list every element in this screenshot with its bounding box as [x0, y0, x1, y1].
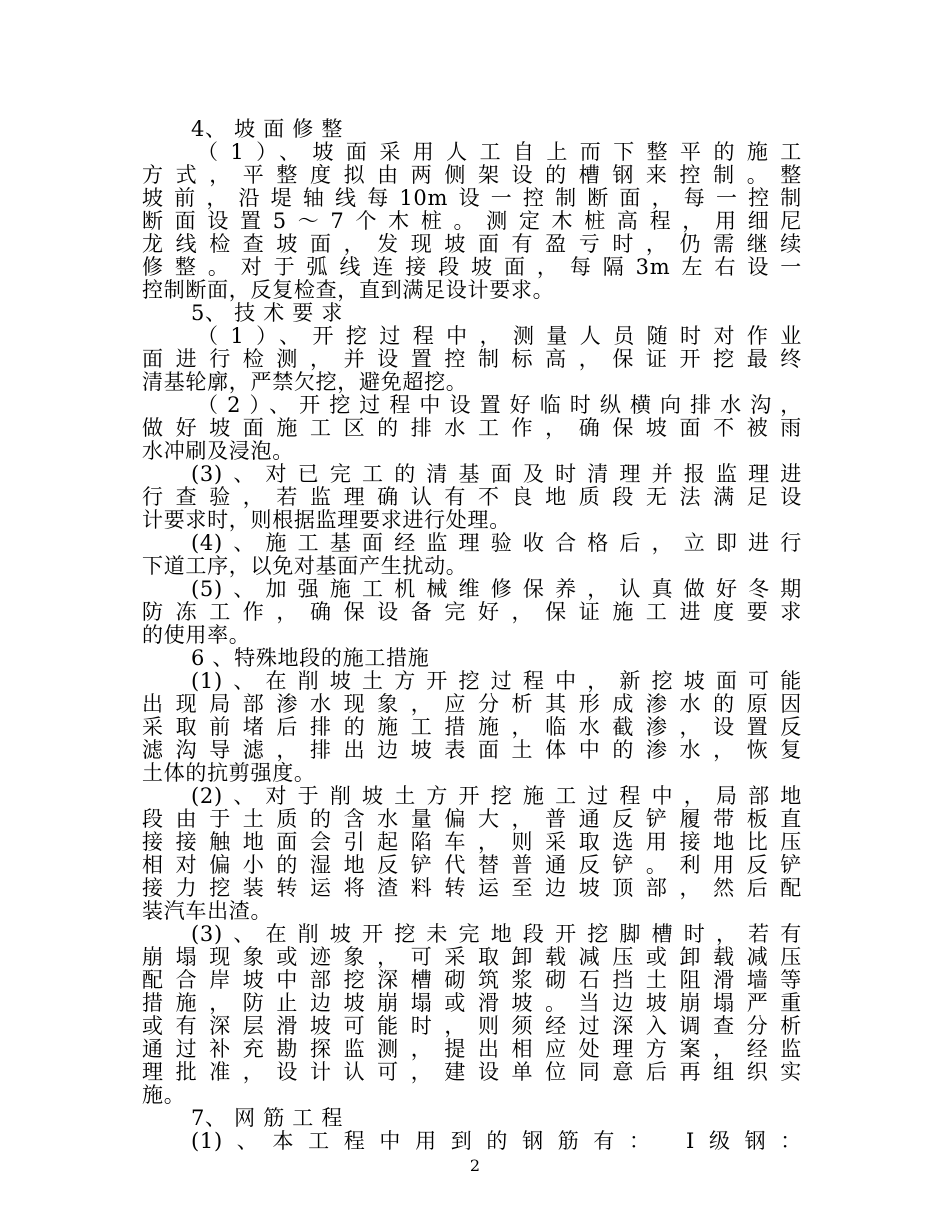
text-line: 或有深层滑坡可能时，则须经过深入调查分析 [142, 1014, 802, 1038]
text-line: 的使用率。 [142, 623, 251, 647]
text-line: (1)、本工程中用到的钢筋有： Ⅰ级钢： [191, 1129, 802, 1153]
text-line: 崩塌现象或迹象，可采取卸载减压或卸载减压 [142, 945, 802, 969]
text-line: 龙线检查坡面，发现坡面有盈亏时，仍需继续 [142, 232, 802, 256]
text-line: 控制断面，反复检查，直到满足设计要求。 [142, 278, 555, 302]
text-line: 段由于土质的含水量偏大，普通反铲履带板直 [142, 807, 802, 831]
text-line: 装汽车出渣。 [142, 899, 273, 923]
text-line: 出现局部渗水现象，应分析其形成渗水的原因 [142, 692, 802, 716]
text-line: 计要求时，则根据监理要求进行处理。 [142, 508, 511, 532]
text-line: 下道工序，以免对基面产生扰动。 [142, 554, 468, 578]
text-line: 理批准，设计认可，建设单位同意后再组织实 [142, 1060, 802, 1084]
text-line: 方式，平整度拟由两侧架设的槽钢来控制。整 [142, 163, 802, 187]
text-line: 水冲刷及浸泡。 [142, 439, 294, 463]
text-line: 滤沟导滤，排出边坡表面土体中的渗水，恢复 [142, 738, 802, 762]
text-line: 6 、特殊地段的施工措施 [191, 646, 430, 670]
text-line: 接力挖装转运将渣料转运至边坡顶部，然后配 [142, 876, 802, 900]
text-line: 土体的抗剪强度。 [142, 761, 316, 785]
text-line: (5)、加强施工机械维修保养，认真做好冬期 [191, 577, 802, 601]
text-line: 7、 网 筋 工 程 [191, 1106, 344, 1130]
text-line: （2）、开挖过程中设置好临时纵横向排水沟， [197, 393, 802, 417]
page-number: 2 [469, 1156, 481, 1175]
text-line: 清基轮廓，严禁欠挖，避免超挖。 [142, 370, 468, 394]
text-line: （1）、开挖过程中，测量人员随时对作业 [197, 324, 802, 348]
text-line: (3)、对已完工的清基面及时清理并报监理进 [191, 462, 802, 486]
text-line: 修整。对于弧线连接段坡面，每隔3m左右设一 [142, 255, 802, 279]
text-line: 配合岸坡中部挖深槽砌筑浆砌石挡土阻滑墙等 [142, 968, 802, 992]
text-line: (2)、对于削坡土方开挖施工过程中，局部地 [191, 784, 802, 808]
text-line: 坡前，沿堤轴线每10m设一控制断面，每一控制 [142, 186, 802, 210]
text-line: (3)、在削坡开挖未完地段开挖脚槽时，若有 [191, 922, 802, 946]
text-line: 采取前堵后排的施工措施，临水截渗，设置反 [142, 715, 802, 739]
text-line: 断面设置5～7个木桩。测定木桩高程，用细尼 [142, 209, 802, 233]
text-line: 4、 坡 面 修 整 [191, 117, 344, 141]
text-line: 施。 [142, 1083, 186, 1107]
text-line: 防冻工作，确保设备完好，保证施工进度要求 [142, 600, 802, 624]
text-line: 接接触地面会引起陷车，则采取选用接地比压 [142, 830, 802, 854]
text-line: 措施，防止边坡崩塌或滑坡。当边坡崩塌严重 [142, 991, 802, 1015]
text-line: 面进行检测，并设置控制标高，保证开挖最终 [142, 347, 802, 371]
text-line: 行查验，若监理确认有不良地质段无法满足设 [142, 485, 802, 509]
text-line: (1)、在削坡土方开挖过程中，新挖坡面可能 [191, 669, 802, 693]
text-line: (4)、施工基面经监理验收合格后，立即进行 [191, 531, 802, 555]
text-line: 通过补充勘探监测，提出相应处理方案，经监 [142, 1037, 802, 1061]
document-body [142, 118, 802, 1153]
text-line: 5、 技 术 要 求 [191, 301, 344, 325]
text-line: 相对偏小的湿地反铲代替普通反铲。利用反铲 [142, 853, 802, 877]
text-line: 做好坡面施工区的排水工作，确保坡面不被雨 [142, 416, 802, 440]
text-line: （1）、坡面采用人工自上而下整平的施工 [197, 140, 802, 164]
